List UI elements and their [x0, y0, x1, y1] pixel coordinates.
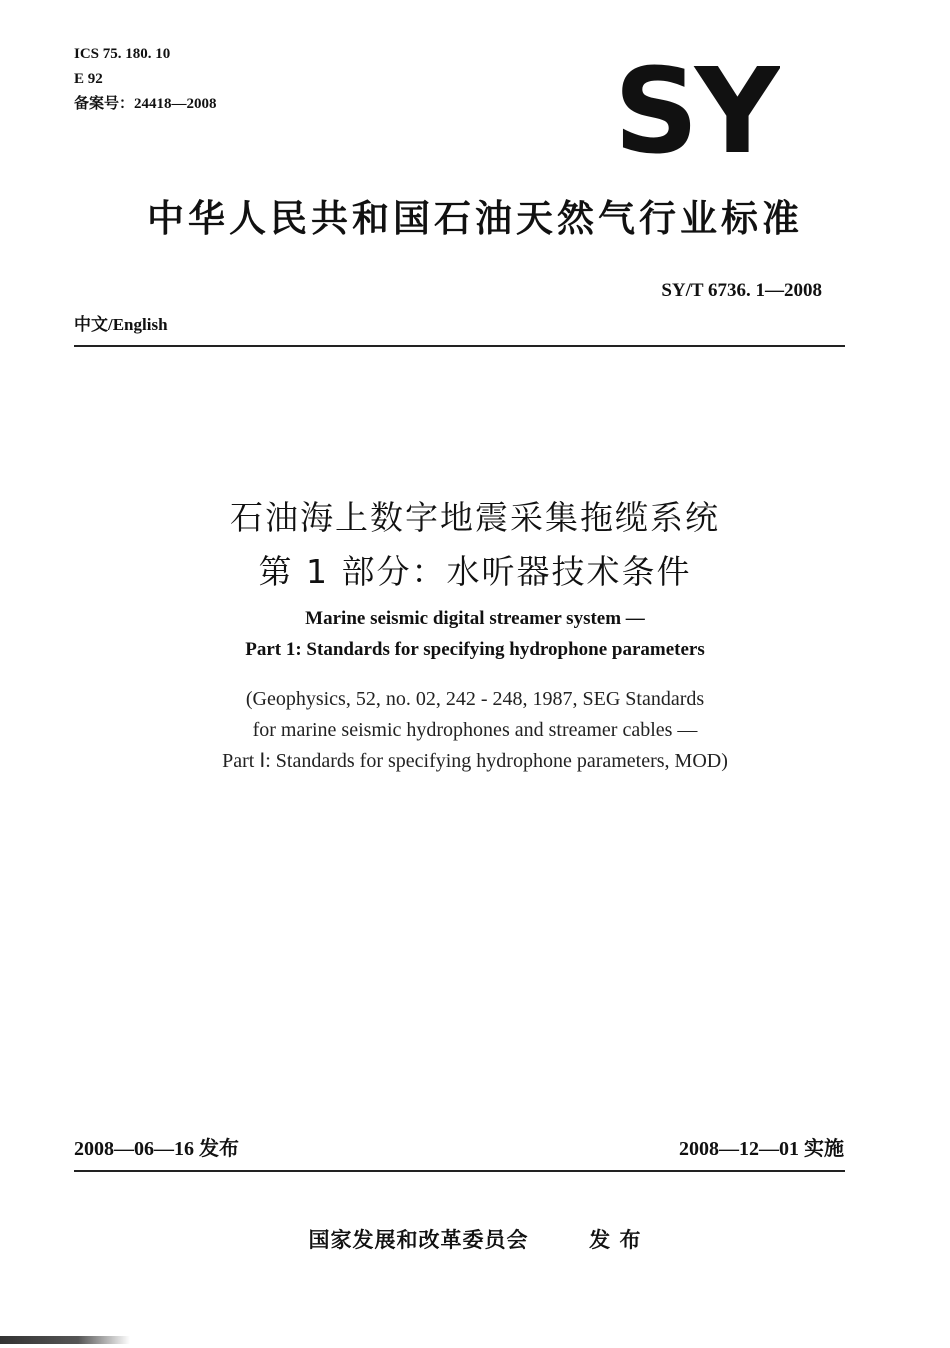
reference-line1: (Geophysics, 52, no. 02, 242 - 248, 1987, SEG Standards	[245, 688, 705, 710]
sy-logo	[610, 60, 780, 160]
reference-line2: for marine seismic hydrophones and streamer cables —	[252, 719, 698, 741]
reference-line3: Part Ⅰ: Standards for specifying hydrophone parameters, MOD)	[222, 750, 728, 772]
effective-date: 2008—12—01 实施	[679, 1138, 844, 1160]
class-code: E 92	[74, 71, 103, 87]
organization-title: 中华人民共和国石油天然气行业标准	[147, 197, 803, 240]
standard-number: SY/T 6736. 1—2008	[661, 280, 822, 301]
issuer-line	[0, 1224, 950, 1254]
top-divider	[74, 345, 845, 347]
title-cn-line1: 石油海上数字地震采集拖缆系统	[230, 498, 720, 537]
sy-logo-text: SY	[613, 60, 777, 160]
scan-artifact	[0, 1336, 130, 1344]
language-label: 中文/English	[74, 315, 168, 334]
title-en-line1: Marine seismic digital streamer system —	[305, 608, 645, 629]
issuer-name: 国家发展和改革委员会	[308, 1228, 529, 1252]
title-cn-line2: 第 1 部分：水听器技术条件	[258, 552, 692, 591]
ics-code: ICS 75. 180. 10	[74, 46, 171, 62]
record-number: 备案号：24418—2008	[74, 96, 217, 112]
issuer-action: 发 布	[589, 1228, 642, 1252]
issue-date: 2008—06—16 发布	[74, 1138, 239, 1160]
title-en-line2: Part 1: Standards for specifying hydrophone parameters	[245, 639, 705, 660]
bottom-divider	[74, 1170, 845, 1172]
header-meta	[74, 42, 217, 117]
